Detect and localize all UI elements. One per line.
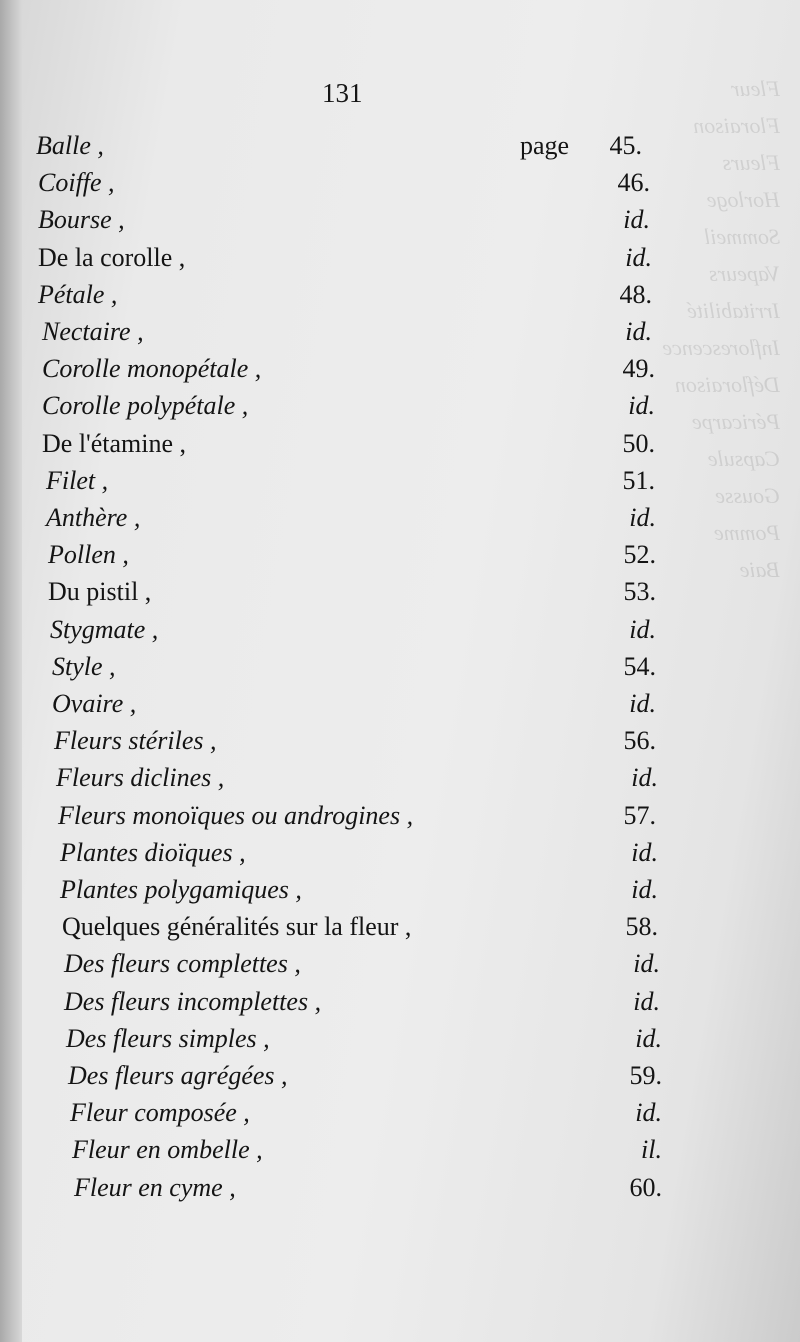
toc-entry bbox=[36, 128, 720, 164]
toc-entry-label: Corolle polypétale , bbox=[42, 391, 249, 421]
toc-entry-label: Du pistil , bbox=[48, 577, 152, 607]
toc-entry-page: 48. bbox=[619, 279, 652, 309]
toc-entry bbox=[62, 909, 720, 945]
toc-entry bbox=[48, 574, 720, 610]
toc-entry bbox=[66, 1021, 720, 1057]
toc-entry-label: Fleur en cyme , bbox=[74, 1172, 236, 1202]
toc-entry bbox=[74, 1170, 720, 1206]
toc-entry-label: Des fleurs simples , bbox=[66, 1023, 270, 1053]
toc-entry bbox=[38, 240, 720, 276]
toc-entry-label: Anthère , bbox=[46, 503, 141, 532]
toc-entry-label: Quelques généralités sur la fleur , bbox=[62, 912, 412, 942]
toc-entry-label: Balle , bbox=[36, 131, 104, 160]
toc-entry-page: id. bbox=[633, 986, 660, 1016]
toc-entry-page: id. bbox=[625, 242, 652, 272]
toc-entry bbox=[56, 760, 720, 796]
toc-entry bbox=[68, 1058, 720, 1094]
toc-entry-page: id. bbox=[635, 1023, 662, 1053]
toc-entry-label: Coiffe , bbox=[38, 168, 115, 198]
toc-entry bbox=[42, 426, 720, 462]
toc-entry-label: Fleurs stériles , bbox=[54, 726, 217, 756]
toc-entry bbox=[72, 1132, 720, 1168]
toc-entry bbox=[46, 500, 720, 536]
toc-entry-page: 60. bbox=[629, 1172, 662, 1202]
toc-entry-label: Des fleurs complettes , bbox=[64, 949, 301, 979]
toc-entry-label: Style , bbox=[52, 651, 116, 681]
toc-entry-label: Corolle monopétale , bbox=[42, 354, 262, 384]
toc-entry-page: id. bbox=[635, 1098, 662, 1128]
toc-entry-page: 46. bbox=[617, 168, 650, 198]
toc-entry-page: id. bbox=[629, 689, 656, 718]
toc-entry-page: 56. bbox=[623, 726, 656, 756]
toc-entry-label: Des fleurs incomplettes , bbox=[64, 986, 322, 1016]
toc-entry-page: 54. bbox=[623, 651, 656, 681]
toc-entry-label: Plantes dioïques , bbox=[60, 837, 246, 867]
toc-entry-label: Pollen , bbox=[48, 540, 129, 570]
toc-entry-label: Filet , bbox=[46, 465, 109, 495]
toc-entry-label: Ovaire , bbox=[52, 689, 137, 718]
toc-entry-page: 59. bbox=[629, 1061, 662, 1090]
toc-entry-page: 58. bbox=[625, 912, 658, 942]
toc-entry bbox=[60, 872, 720, 908]
toc-entry-page: il. bbox=[641, 1135, 662, 1165]
toc-entry bbox=[54, 723, 720, 759]
toc-entry-page: 57. bbox=[623, 800, 656, 830]
toc-entry-page: 50. bbox=[622, 428, 655, 458]
toc-entry-label: Fleur composée , bbox=[70, 1098, 250, 1128]
toc-entry bbox=[46, 463, 720, 499]
toc-entry-page: 52. bbox=[623, 540, 656, 570]
page-label: page bbox=[520, 131, 570, 160]
toc-entry-page: 49. bbox=[622, 354, 655, 384]
toc-entry bbox=[42, 314, 720, 350]
toc-entry bbox=[64, 984, 720, 1020]
show-through-text: Fleur Floraison Fleurs Horloge Sommeil Vapeurs Irritabilité Inflorescence Défloraison Péricarpe Capsule Gousse Pomme Baie bbox=[662, 76, 780, 582]
toc-entry-label: De la corolle , bbox=[38, 242, 186, 272]
toc-entry-page: id. bbox=[631, 837, 658, 867]
toc-entry-page: id. bbox=[629, 614, 656, 644]
toc-entry-label: Fleurs monoïques ou androgines , bbox=[58, 800, 414, 830]
toc-entry-page: 45. bbox=[609, 131, 642, 160]
toc-entry-label: Fleur en ombelle , bbox=[72, 1135, 263, 1165]
toc-entry bbox=[48, 537, 720, 573]
toc-entry bbox=[50, 612, 720, 648]
toc-entry-page: id. bbox=[631, 875, 658, 904]
toc-entry-page: id. bbox=[629, 503, 656, 532]
toc-entry bbox=[52, 649, 720, 685]
toc-entry bbox=[58, 798, 720, 834]
toc-entry-label: Stygmate , bbox=[50, 614, 159, 644]
toc-entry-label: Pétale , bbox=[38, 279, 118, 309]
toc-entry-page: id. bbox=[625, 317, 652, 346]
toc-entry-page: id. bbox=[631, 763, 658, 793]
toc-entry bbox=[70, 1095, 720, 1131]
toc-entry-page: id. bbox=[633, 949, 660, 979]
toc-entry bbox=[52, 686, 720, 722]
toc-entry-label: Nectaire , bbox=[42, 317, 144, 346]
toc-entry bbox=[60, 835, 720, 871]
toc-entry bbox=[42, 351, 720, 387]
toc-entry-page: 51. bbox=[622, 465, 655, 495]
toc-entry-page: 53. bbox=[623, 577, 656, 607]
toc-entry-label: Plantes polygamiques , bbox=[60, 875, 302, 904]
toc-entry bbox=[38, 277, 720, 313]
toc-entry bbox=[38, 202, 720, 238]
toc-entry-label: Fleurs diclines , bbox=[56, 763, 225, 793]
toc-entry-label: Bourse , bbox=[38, 205, 125, 235]
toc-entry-label: Des fleurs agrégées , bbox=[68, 1061, 288, 1090]
toc-entry bbox=[42, 388, 720, 424]
page-number: 131 bbox=[322, 78, 363, 108]
toc-entry-page: id. bbox=[628, 391, 655, 421]
toc-entry-page: id. bbox=[623, 205, 650, 235]
toc-entry bbox=[64, 946, 720, 982]
toc-entry-label: De l'étamine , bbox=[42, 428, 187, 458]
toc-entry bbox=[38, 165, 720, 201]
